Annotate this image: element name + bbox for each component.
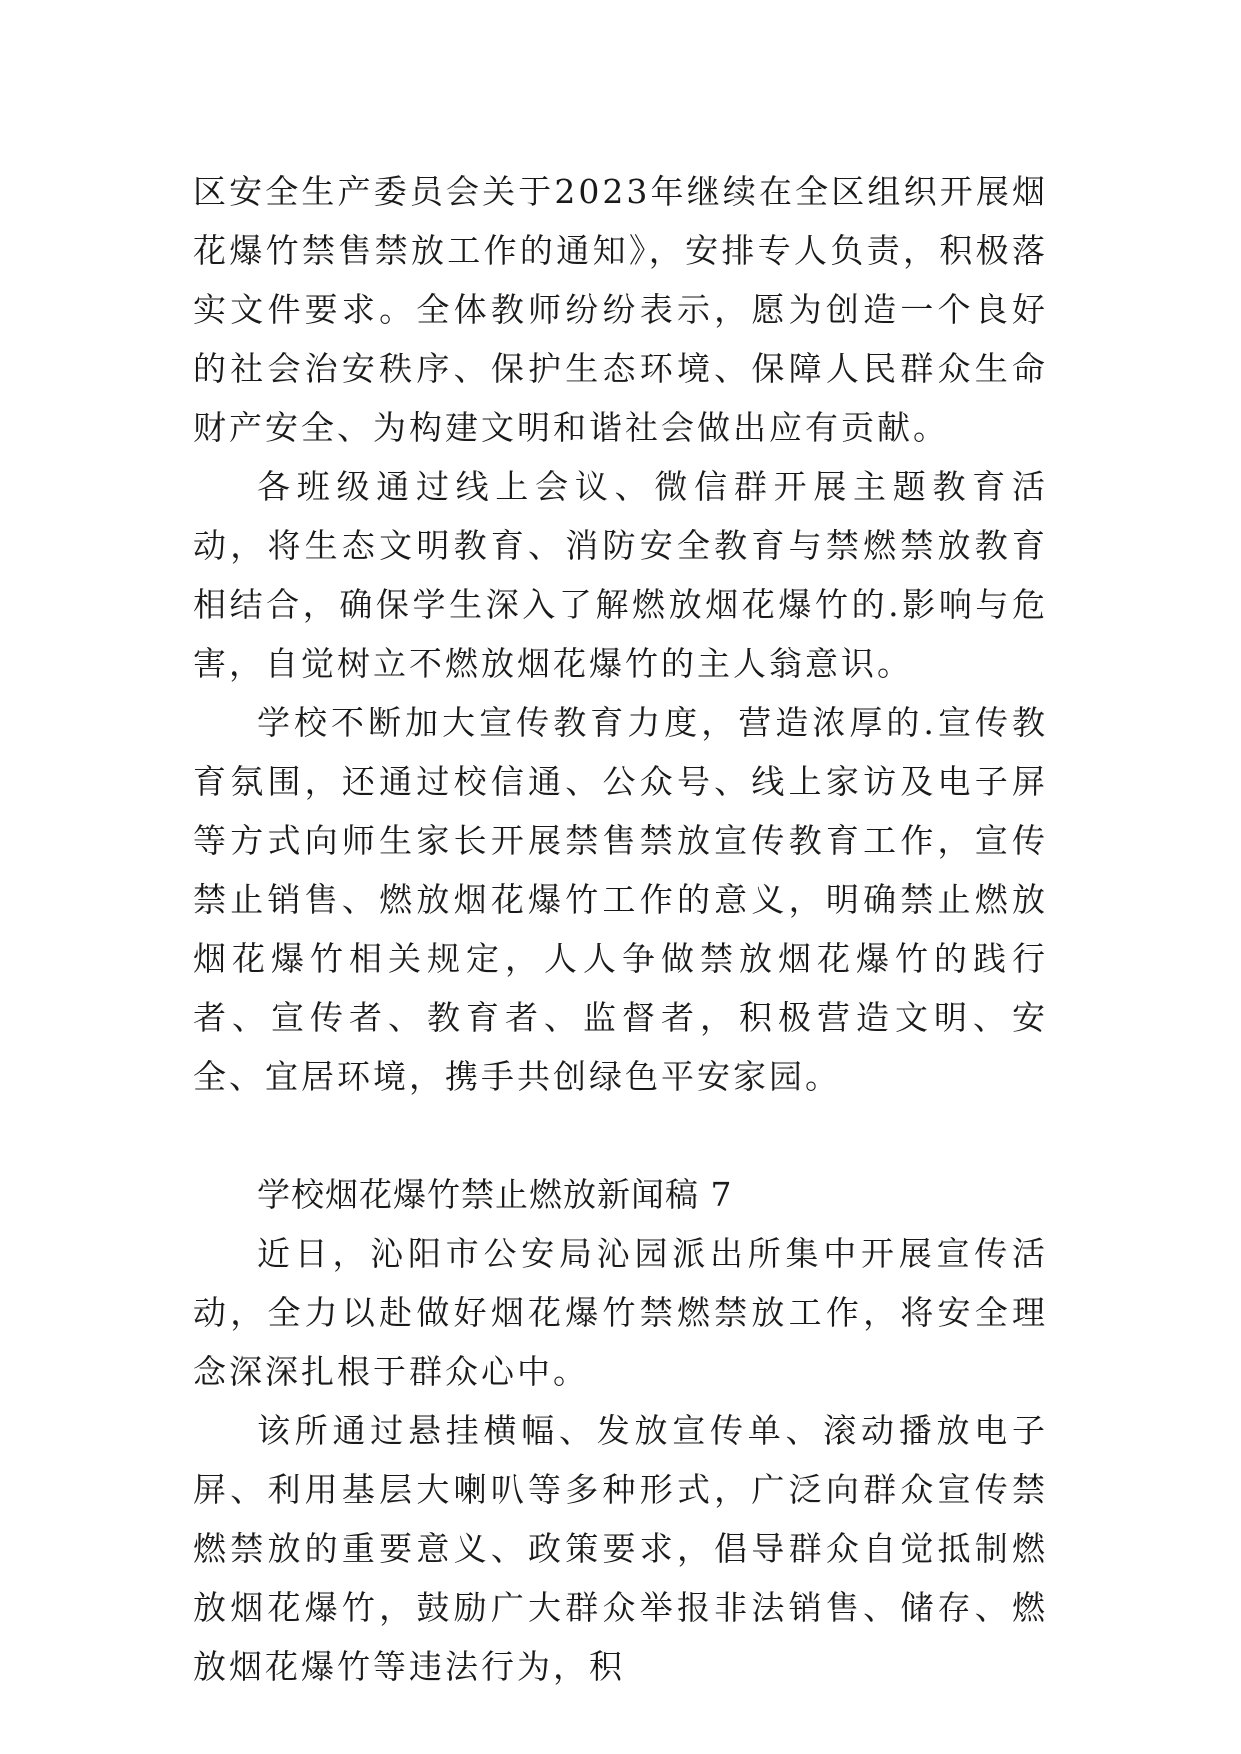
paragraph-police-campaign: 近日，沁阳市公安局沁园派出所集中开展宣传活动，全力以赴做好烟花爆竹禁燃禁放工作，将安全理念深深扎根于群众心中。 — [193, 1234, 1048, 1391]
section-title: 学校烟花爆竹禁止燃放新闻稿 7 — [257, 1175, 733, 1214]
paragraph-school-publicity: 学校不断加大宣传教育力度，营造浓厚的.宣传教育氛围，还通过校信通、公众号、线上家访及电子屏等方式向师生家长开展禁售禁放宣传教育工作，宣传禁止销售、燃放烟花爆竹工作的意义，明确禁止燃放烟花爆竹相关规定，人人争做禁放烟花爆竹的践行者、宣传者、教育者、监督者，积极营造文明、安全、宜居环境，携手共创绿色平安家园。 — [193, 703, 1048, 1096]
document-body — [193, 162, 1048, 1696]
paragraph-class-activities: 各班级通过线上会议、微信群开展主题教育活动，将生态文明教育、消防安全教育与禁燃禁放教育相结合，确保学生深入了解燃放烟花爆竹的.影响与危害，自觉树立不燃放烟花爆竹的主人翁意识。 — [193, 467, 1048, 683]
paragraph-continuation: 区安全生产委员会关于2023年继续在全区组织开展烟花爆竹禁售禁放工作的通知》，安排专人负责，积极落实文件要求。全体教师纷纷表示，愿为创造一个良好的社会治安秩序、保护生态环境、保障人民群众生命财产安全、为构建文明和谐社会做出应有贡献。 — [193, 172, 1048, 447]
paragraph-publicity-methods: 该所通过悬挂横幅、发放宣传单、滚动播放电子屏、利用基层大喇叭等多种形式，广泛向群众宣传禁燃禁放的重要意义、政策要求，倡导群众自觉抵制燃放烟花爆竹，鼓励广大群众举报非法销售、储存、燃放烟花爆竹等违法行为，积 — [193, 1411, 1048, 1686]
